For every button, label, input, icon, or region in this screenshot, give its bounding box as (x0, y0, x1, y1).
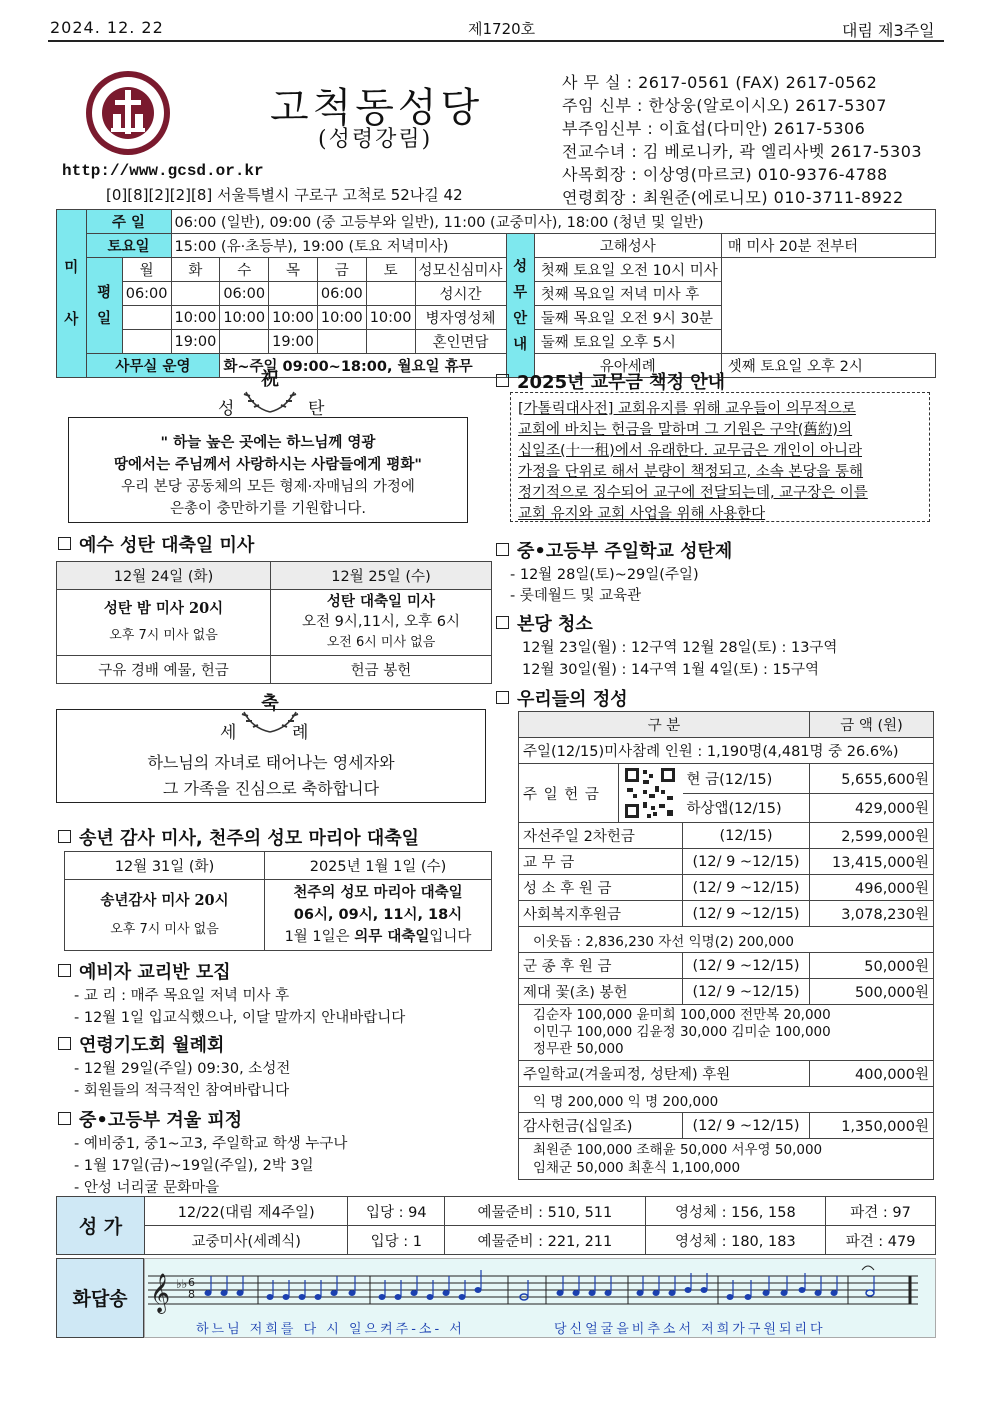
mass-label: 미 사 (57, 210, 87, 378)
yearend-table (64, 851, 492, 951)
baptism-word2: 례 (292, 723, 309, 743)
psalm-label: 화답송 (56, 1258, 144, 1338)
school-line: - 롯데월드 및 교육관 (510, 588, 642, 604)
sacrament-label: 성 무 안 내 (506, 234, 534, 378)
sacrament-time: 첫째 목요일 저녁 미사 후 (534, 282, 721, 306)
issue-number: 제1720호 (468, 20, 536, 38)
mass-time: 10:00 (269, 306, 318, 330)
mass-time (122, 330, 171, 354)
svg-text:8: 8 (188, 1288, 195, 1301)
sacrament-time: 매 미사 20분 전부터 (721, 234, 935, 258)
christmas-mass-title: 예수 성탄 대축일 미사 (58, 531, 254, 557)
welfare-note: 이웃돕 : 2,836,230 자선 익명(2) 200,000 (519, 927, 934, 953)
sacrament-time: 첫째 토요일 오전 10시 미사 (534, 258, 721, 282)
parish-subtitle: (성령강림) (318, 127, 433, 152)
baptism-char: 축 (261, 693, 279, 714)
yearend-mass: 송년감사 미사 20시 오후 7시 미사 없음 (65, 880, 265, 951)
retreat-title: 중•고등부 겨울 피정 (58, 1106, 242, 1132)
psalm-lyric: 당신얼굴을비추소서 저희가구원되리다 (554, 1322, 826, 1337)
day-fri: 금 (317, 258, 366, 282)
sacrament-name: 혼인면담 (415, 330, 506, 354)
contact-office: 사 무 실 : 2617-0561 (FAX) 2617-0562 (562, 73, 878, 92)
mass-time: 10:00 (317, 306, 366, 330)
dues-line: 교회에 바치는 헌금을 말하며 그 기원은 구약(舊約)의 (518, 422, 853, 438)
day-wed: 수 (220, 258, 269, 282)
offering-name: 군 종 후 원 금 (519, 953, 683, 979)
mass-time: 06:00 (220, 282, 269, 306)
christmas-eve-mass: 성탄 밤 미사 20시 오후 7시 미사 없음 (57, 590, 271, 656)
mass-time (269, 282, 318, 306)
mass-time: 10:00 (171, 306, 220, 330)
offering-name: 주일학교(겨울피정, 성탄제) 후원 (519, 1061, 810, 1087)
baptism-word1: 세 (220, 723, 237, 743)
cleaning-title: 본당 청소 (496, 610, 593, 636)
attendance: 주일(12/15)미사참례 인원 : 1,190명(4,481명 중 26.6%) (519, 738, 934, 764)
christmas-day-offering: 헌금 봉헌 (271, 656, 492, 684)
hymn-cell: 12/22(대림 제4주일) (145, 1197, 348, 1226)
hymn-cell: 입당 : 94 (348, 1197, 445, 1226)
dues-line: 가정을 단위로 해서 분량이 책정되고, 소속 본당을 통해 (518, 464, 864, 480)
weekday-label: 평 일 (86, 258, 122, 354)
offering-amount: 496,000원 (810, 875, 934, 901)
dues-title: 2025년 교무금 책정 안내 (496, 368, 725, 394)
col-amount: 금 액 (원) (810, 712, 934, 738)
hymn-cell: 예물준비 : 221, 211 (445, 1226, 645, 1255)
school-line: - 12월 28일(토)~29일(주일) (510, 567, 699, 583)
laurel-icon (240, 382, 300, 416)
cleaning-line: 12월 23일(월) : 12구역 12월 28일(토) : 13구역 (522, 640, 838, 656)
dues-line: 정기적으로 징수되어 교구에 전달되는데, 교구장은 이를 (518, 485, 868, 501)
baptism-line: 그 가족을 진심으로 축하합니다 (162, 779, 380, 798)
hymn-cell: 예물준비 : 510, 511 (445, 1197, 645, 1226)
offerings-table (518, 711, 934, 1180)
retreat-line: - 안성 너리굴 문화마을 (74, 1180, 220, 1196)
offering-amount: 500,000원 (810, 979, 934, 1005)
day-sat: 토 (366, 258, 415, 282)
offering-amount: 13,415,000원 (810, 849, 934, 875)
psalm-lyric: 하느님 저희를 다 시 일으켜주-소- 서 (196, 1322, 465, 1337)
offering-name: 교 무 금 (519, 849, 683, 875)
baptism-line: 하느님의 자녀로 태어나는 영세자와 (147, 753, 395, 772)
hymn-cell: 교중미사(세례식) (145, 1226, 348, 1255)
offering-amount: 50,000원 (810, 953, 934, 979)
prayer-title: 연령기도회 월례회 (58, 1031, 224, 1057)
greeting-line: 우리 본당 공동체의 모든 형제·자매님의 가정에 (121, 479, 415, 495)
parish-url[interactable]: http://www.gcsd.or.kr (62, 162, 264, 180)
sacrament-time: 둘째 토요일 오후 5시 (534, 330, 721, 354)
retreat-line: - 예비중1, 중1~고3, 주일학교 학생 누구나 (74, 1136, 348, 1152)
mass-time: 19:00 (171, 330, 220, 354)
day-mon: 월 (122, 258, 171, 282)
liturgical-week: 대림 제3주일 (842, 21, 935, 40)
thanks-note: 최원준 100,000 조해윤 50,000 서우영 50,000 임채군 50,000 최훈식 1,100,000 (519, 1139, 934, 1180)
sacrament-time: 셋째 토요일 오후 2시 (721, 354, 935, 378)
offering-period: (12/ 9 ~12/15) (683, 1113, 810, 1139)
contact-sisters: 전교수녀 : 김 베로니카, 곽 엘리사벳 2617-5303 (562, 142, 923, 161)
parish-title: 고척동성당 (270, 85, 484, 131)
yearend-title: 송년 감사 미사, 천주의 성모 마리아 대축일 (58, 824, 419, 850)
header-divider (48, 40, 944, 42)
parish-address: [0][8][2][2][8] 서울특별시 구로구 고척로 52나길 42 (106, 186, 463, 204)
mass-time: 06:00 (317, 282, 366, 306)
contact-funeral: 연령회장 : 최원준(에로니모) 010-3711-8922 (562, 188, 904, 207)
offering-amount: 2,599,000원 (810, 823, 934, 849)
sacrament-name: 고해성사 (534, 234, 721, 258)
christmas-word1: 성 (218, 399, 235, 419)
contact-assistant: 부주임신부 : 이효섭(다미안) 2617-5306 (562, 119, 866, 138)
offering-name: 사회복지후원금 (519, 901, 683, 927)
sacrament-name: 유아세례 (534, 354, 721, 378)
flowers-note: 김순자 100,000 윤미희 100,000 전만복 20,000 이민구 100,000 김윤정 30,000 김미순 100,000 정무관 50,000 (519, 1005, 934, 1061)
sacrament-name: 성시간 (415, 282, 506, 306)
hymns-label: 성 가 (57, 1197, 145, 1255)
mass-time: 10:00 (220, 306, 269, 330)
newyear-header: 2025년 1월 1일 (수) (265, 852, 492, 880)
mass-schedule-table (56, 209, 936, 378)
retreat-line: - 1월 17일(금)~19일(주일), 2박 3일 (74, 1158, 314, 1174)
greeting-line: 땅에서는 주님께서 사랑하시는 사람들에게 평화" (114, 457, 422, 473)
sacrament-name: 성모신심미사 (415, 258, 506, 282)
mass-time: 06:00 (122, 282, 171, 306)
cleaning-line: 12월 30일(월) : 14구역 1월 4일(토) : 15구역 (522, 662, 819, 678)
offering-amount: 400,000원 (810, 1061, 934, 1087)
yearend-header: 12월 31일 (화) (65, 852, 265, 880)
school-title: 중•고등부 주일학교 성탄제 (496, 537, 732, 563)
hymns-table (56, 1196, 936, 1255)
mass-time (122, 306, 171, 330)
school-note: 익 명 200,000 익 명 200,000 (519, 1087, 934, 1113)
offering-period: (12/ 9 ~12/15) (683, 849, 810, 875)
mass-time (366, 282, 415, 306)
hymn-cell: 파견 : 97 (826, 1197, 936, 1226)
app-amount: 429,000원 (810, 793, 934, 823)
dues-line: 십일조(十一租)에서 유래한다. 교무금은 개인이 아니라 (518, 443, 862, 459)
christmas-day-header: 12월 25일 (수) (271, 562, 492, 590)
sunday-label: 주 일 (86, 210, 171, 234)
greeting-line: 은총이 충만하기를 기원합니다. (170, 501, 366, 517)
greeting-line: " 하늘 높은 곳에는 하느님께 영광 (160, 435, 376, 451)
mass-time (317, 330, 366, 354)
offering-name: 감사헌금(십일조) (519, 1113, 683, 1139)
cash-amount: 5,655,600원 (810, 764, 934, 794)
day-tue: 화 (171, 258, 220, 282)
mass-time (171, 282, 220, 306)
hymn-cell: 파견 : 479 (826, 1226, 936, 1255)
cash-label: 현 금(12/15) (683, 764, 810, 794)
dues-line: [가톨릭대사전] 교회유지를 위해 교우들이 의무적으로 (518, 401, 856, 417)
office-label: 사무실 운영 (86, 354, 220, 378)
offering-name: 제대 꽃(초) 봉헌 (519, 979, 683, 1005)
svg-text:♭♭: ♭♭ (176, 1277, 188, 1291)
hymn-cell: 영성체 : 156, 158 (645, 1197, 826, 1226)
offering-name: 성 소 후 원 금 (519, 875, 683, 901)
offering-period: (12/ 9 ~12/15) (683, 953, 810, 979)
parish-logo-icon (85, 70, 171, 156)
catechumen-line: - 교 리 : 매주 목요일 저녁 미사 후 (74, 988, 290, 1004)
prayer-line: - 회원들의 적극적인 참여바랍니다 (74, 1083, 290, 1099)
contact-council: 사목회장 : 이상영(마르코) 010-9376-4788 (562, 165, 888, 184)
qr-code-icon[interactable] (619, 764, 683, 823)
christmas-char: 祝 (261, 369, 279, 390)
offering-period: (12/ 9 ~12/15) (683, 875, 810, 901)
saturday-times: 15:00 (유·초등부), 19:00 (토요 저녁미사) (171, 234, 506, 258)
catechumen-line: - 12월 1일 입교식했으나, 이달 말까지 안내바랍니다 (74, 1010, 406, 1026)
music-staff-icon (148, 1262, 920, 1314)
offering-amount: 3,078,230원 (810, 901, 934, 927)
offering-period: (12/15) (683, 823, 810, 849)
office-hours: 화~주일 09:00~18:00, 월요일 휴무 (220, 354, 506, 378)
mass-time (366, 330, 415, 354)
christmas-eve-header: 12월 24일 (화) (57, 562, 271, 590)
app-label: 하상앱(12/15) (683, 793, 810, 823)
offering-name: 자선주일 2차헌금 (519, 823, 683, 849)
catechumen-title: 예비자 교리반 모집 (58, 958, 231, 984)
contact-pastor: 주임 신부 : 한상웅(알로이시오) 2617-5307 (562, 96, 887, 115)
offering-period: (12/ 9 ~12/15) (683, 979, 810, 1005)
sacrament-name: 병자영성체 (415, 306, 506, 330)
hymn-cell: 영성체 : 180, 183 (645, 1226, 826, 1255)
offering-period: (12/ 9 ~12/15) (683, 901, 810, 927)
issue-date: 2024. 12. 22 (50, 18, 164, 37)
mass-time: 19:00 (269, 330, 318, 354)
svg-text:𝄞: 𝄞 (150, 1273, 171, 1313)
christmas-day-mass: 성탄 대축일 미사 오전 9시,11시, 오후 6시 오전 6시 미사 없음 (271, 590, 492, 656)
sunday-times: 06:00 (일반), 09:00 (중 고등부와 일반), 11:00 (교중미사), 18:00 (청년 및 일반) (171, 210, 935, 234)
prayer-line: - 12월 29일(주일) 09:30, 소성전 (74, 1061, 291, 1077)
sunday-offering-label: 주 일 헌 금 (519, 764, 619, 823)
svg-text:6: 6 (188, 1276, 195, 1289)
col-category: 구 분 (519, 712, 810, 738)
dues-line: 교회 유지와 교회 사업을 위해 사용한다 (518, 506, 766, 522)
christmas-mass-table (56, 561, 492, 684)
christmas-word2: 탄 (308, 399, 325, 419)
christmas-eve-offering: 구유 경배 예물, 헌금 (57, 656, 271, 684)
offerings-title: 우리들의 정성 (496, 685, 628, 711)
mass-time: 10:00 (366, 306, 415, 330)
mass-time (220, 330, 269, 354)
sacrament-time: 둘째 목요일 오전 9시 30분 (534, 306, 721, 330)
day-thu: 목 (269, 258, 318, 282)
newyear-mass: 천주의 성모 마리아 대축일 06시, 09시, 11시, 18시 1월 1일은 의무 대축일입니다 (265, 880, 492, 951)
offering-amount: 1,350,000원 (810, 1113, 934, 1139)
saturday-label: 토요일 (86, 234, 171, 258)
hymn-cell: 입당 : 1 (348, 1226, 445, 1255)
